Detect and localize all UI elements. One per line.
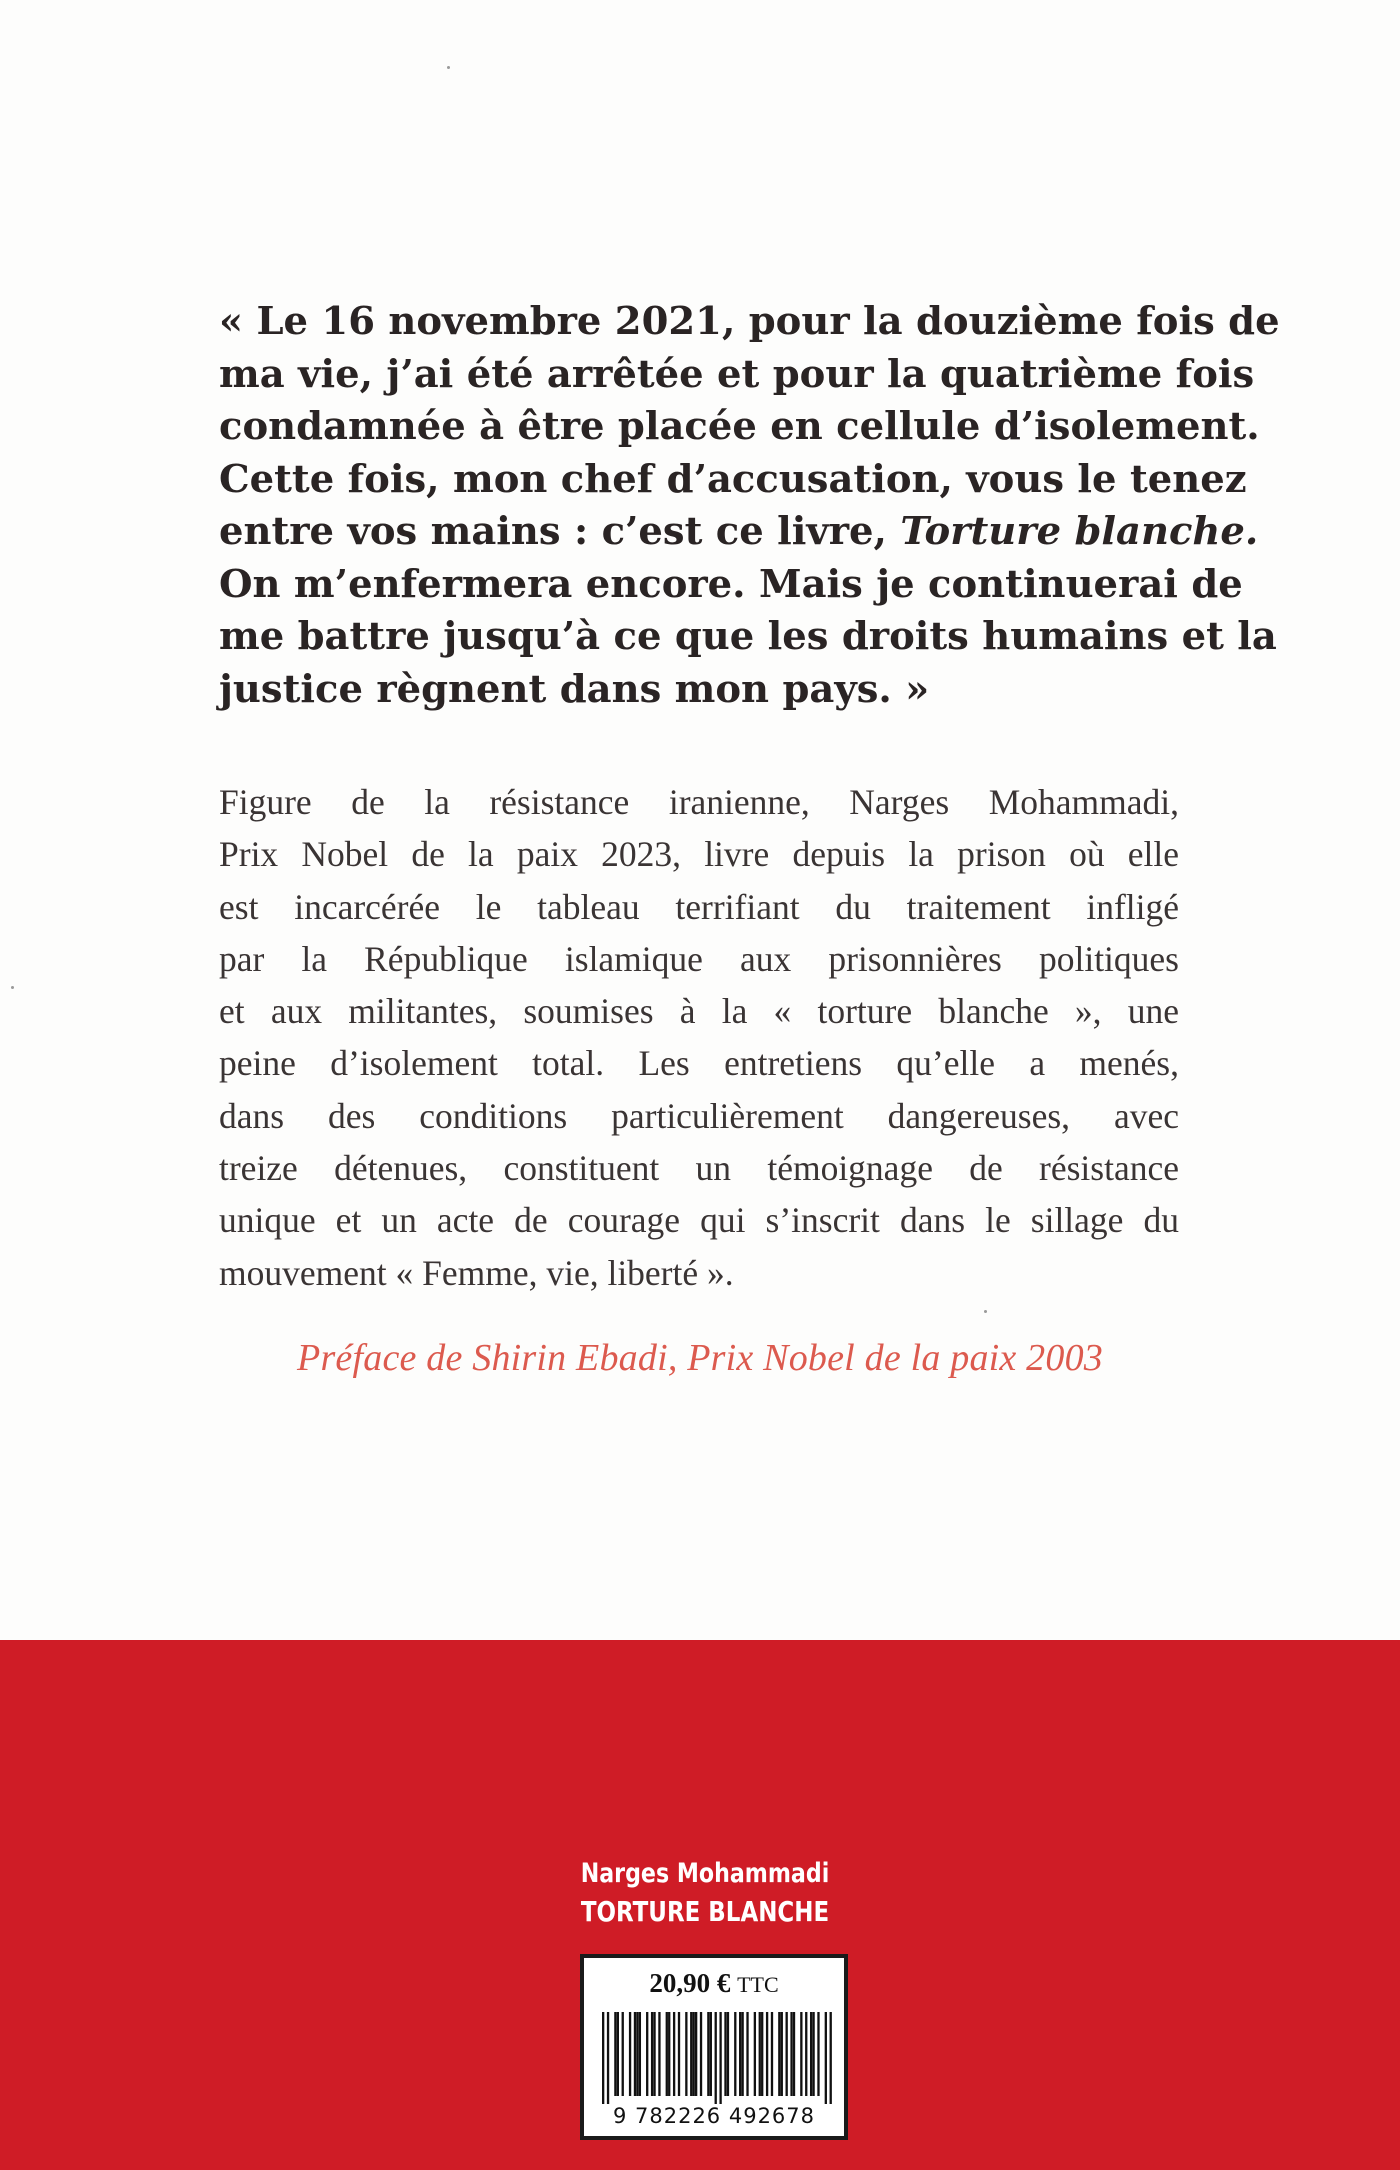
barcode-bar	[710, 2012, 712, 2096]
barcode-bar	[646, 2012, 648, 2096]
barcode-bar	[707, 2012, 709, 2096]
barcode-bar	[634, 2012, 636, 2096]
barcode-bar	[668, 2012, 670, 2096]
description-line: peine d’isolement total. Les entretiens qu’elle a menés,	[219, 1043, 1179, 1084]
description-line: mouvement « Femme, vie, liberté ».	[219, 1252, 734, 1293]
dust-speck	[984, 1310, 987, 1313]
barcode-bar	[614, 2012, 616, 2096]
barcode-bar	[693, 2012, 695, 2096]
description-line: unique et un acte de courage qui s’inscrit dans le sillage du	[219, 1200, 1179, 1241]
barcode-bar	[658, 2012, 660, 2096]
quote-line: condamnée à être placée en cellule d’isolement.	[219, 404, 1260, 449]
barcode-bar	[700, 2012, 702, 2096]
isbn-number: 9 782226 492678	[612, 2104, 816, 2128]
barcode-bar	[666, 2012, 668, 2096]
quote-book-title: Torture blanche.	[900, 509, 1259, 554]
description-line: dans des conditions particulièrement dangereuses, avec	[219, 1095, 1179, 1136]
dust-speck	[11, 986, 14, 989]
barcode-bar	[812, 2012, 814, 2096]
barcode-bar	[690, 2012, 692, 2096]
barcode-bar	[781, 2012, 783, 2096]
description-line: et aux militantes, soumises à la « torture blanche », une	[219, 991, 1179, 1032]
barcode-bar	[793, 2012, 795, 2096]
barcode-bar	[617, 2012, 619, 2096]
barcode-bar	[602, 2012, 604, 2104]
preface-credit: Préface de Shirin Ebadi, Prix Nobel de la paix 2003	[297, 1337, 1103, 1379]
quote-line: On m’enfermera encore. Mais je continuerai de	[219, 561, 1243, 607]
barcode-bar	[805, 2012, 807, 2096]
book-title: TORTURE BLANCHE	[580, 1895, 830, 1928]
barcode-bar	[629, 2012, 631, 2096]
description-line: Prix Nobel de la paix 2023, livre depuis la prison où elle	[219, 834, 1179, 875]
barcode-bar	[678, 2012, 680, 2096]
description-line: Figure de la résistance iranienne, Narges Mohammadi,	[219, 782, 1179, 822]
book-description	[219, 776, 1179, 1299]
description-line: treize détenues, constituent un témoignage de résistance	[219, 1148, 1179, 1189]
barcode-bar	[754, 2012, 756, 2096]
quote-line: me battre jusqu’à ce que les droits humains et la	[219, 614, 1277, 659]
barcode-bar	[724, 2012, 726, 2096]
barcode-label	[580, 1954, 848, 2140]
quote-line-text: entre vos mains : c’est ce livre,	[219, 509, 901, 554]
barcode-bar	[639, 2012, 641, 2096]
price-label	[584, 1968, 844, 1999]
barcode-bar	[790, 2012, 792, 2096]
barcode-bar	[817, 2012, 819, 2096]
barcode-bar	[800, 2012, 802, 2096]
barcode-icon	[602, 2012, 832, 2104]
barcode-bar	[810, 2012, 812, 2096]
quote-line: ma vie, j’ai été arrêtée et pour la quatrième fois	[219, 351, 1255, 397]
quote-line: « Le 16 novembre 2021, pour la douzième fois de	[219, 299, 1280, 344]
quote-line	[219, 506, 1259, 559]
barcode-bar	[622, 2012, 624, 2096]
barcode-bar	[715, 2012, 717, 2104]
barcode-bar	[741, 2012, 743, 2096]
pull-quote	[219, 296, 1280, 716]
barcode-bar	[778, 2012, 780, 2096]
barcode-bar	[771, 2012, 773, 2096]
barcode-bar	[746, 2012, 748, 2096]
barcode-bar	[636, 2012, 638, 2096]
barcode-bar	[734, 2012, 736, 2096]
barcode-bar	[786, 2012, 788, 2096]
price-suffix: TTC	[737, 1972, 779, 1997]
barcode-bar	[695, 2012, 697, 2096]
barcode-bar	[607, 2012, 609, 2104]
barcode-bar	[653, 2012, 655, 2096]
barcode-bar	[727, 2012, 729, 2096]
barcode-bar	[830, 2012, 832, 2104]
quote-line: justice règnent dans mon pays. »	[219, 666, 930, 712]
price-value: 20,90 €	[649, 1968, 731, 1998]
description-line: par la République islamique aux prisonnières politiques	[219, 938, 1179, 979]
dust-speck	[447, 66, 450, 69]
author-name: Narges Mohammadi	[580, 1858, 830, 1889]
barcode-bar	[685, 2012, 687, 2096]
quote-line: Cette fois, mon chef d’accusation, vous le tenez	[219, 456, 1247, 502]
barcode-bar	[673, 2012, 675, 2096]
description-line: est incarcérée le tableau terrifiant du traitement infligé	[219, 886, 1179, 927]
barcode-bar	[766, 2012, 768, 2096]
barcode-bar	[761, 2012, 763, 2096]
barcode-bar	[651, 2012, 653, 2096]
barcode-bar	[825, 2012, 827, 2104]
barcode-bar	[759, 2012, 761, 2096]
barcode-bar	[719, 2012, 721, 2104]
barcode-bar	[739, 2012, 741, 2096]
